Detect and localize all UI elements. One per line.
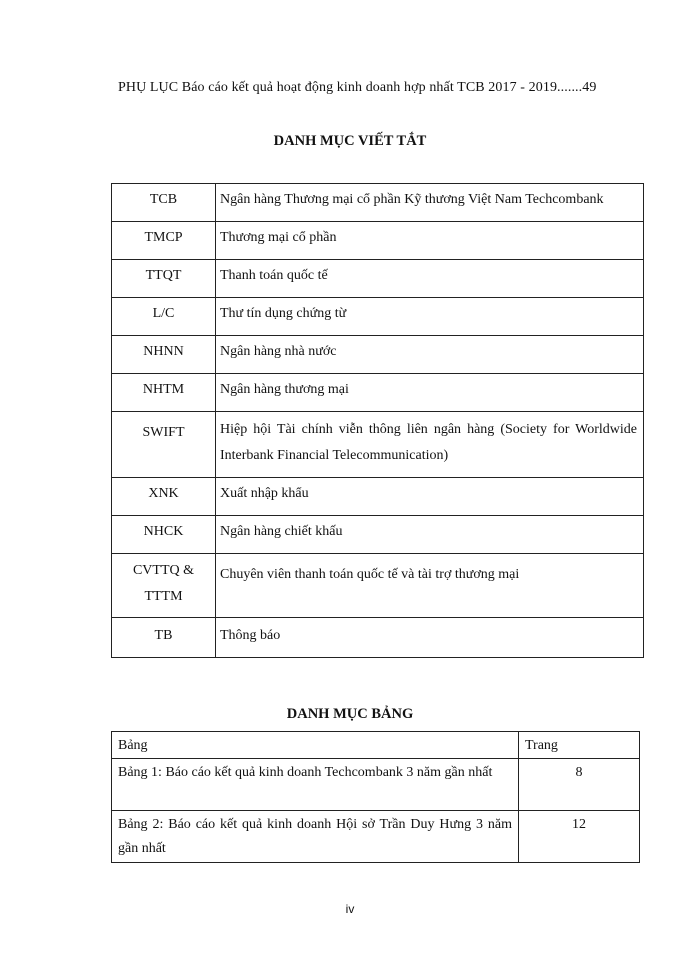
table-title-cell: Bảng 2: Báo cáo kết quả kinh doanh Hội sở Trần Duy Hưng 3 năm gần nhất [112,811,519,863]
description-cell: Thanh toán quốc tế [216,260,644,298]
description-cell: Chuyên viên thanh toán quốc tế và tài trợ thương mại [216,554,644,618]
abbreviation-cell: L/C [112,298,216,336]
abbreviation-cell: TTQT [112,260,216,298]
abbreviation-cell: NHTM [112,374,216,412]
description-cell: Ngân hàng thương mại [216,374,644,412]
table-row [112,222,644,260]
table-row [112,478,644,516]
page-number-cell: 12 [519,811,640,863]
table-row [112,184,644,222]
table-row [112,516,644,554]
tables-list-table [111,731,640,863]
page-number: iv [345,902,355,916]
table-row [112,260,644,298]
description-cell: Hiệp hội Tài chính viễn thông liên ngân hàng (Society for Worldwide Interbank Financial Telecommunication) [216,412,644,478]
table-row [112,811,640,863]
tables-list-heading: DANH MỤC BẢNG [286,706,414,722]
abbreviation-cell: CVTTQ & TTTM [112,554,216,618]
table-row [112,618,644,658]
abbreviation-cell: TCB [112,184,216,222]
table-row [112,336,644,374]
table-title-cell: Bảng 1: Báo cáo kết quả kinh doanh Techcombank 3 năm gần nhất [112,759,519,811]
description-cell: Ngân hàng nhà nước [216,336,644,374]
abbreviation-cell: SWIFT [112,412,216,478]
abbreviations-table [111,183,644,658]
description-cell: Xuất nhập khẩu [216,478,644,516]
abbreviation-cell: TMCP [112,222,216,260]
abbreviation-cell: NHNN [112,336,216,374]
table-header-row [112,732,640,759]
toc-entry-appendix: PHỤ LỤC Báo cáo kết quả hoạt động kinh doanh hợp nhất TCB 2017 - 2019.......49 [118,80,597,95]
abbreviations-heading: DANH MỤC VIẾT TẮT [273,133,427,149]
description-cell: Ngân hàng Thương mại cổ phần Kỹ thương Việt Nam Techcombank [216,184,644,222]
table-row [112,759,640,811]
description-cell: Thông báo [216,618,644,658]
description-cell: Thương mại cổ phần [216,222,644,260]
abbreviation-cell: XNK [112,478,216,516]
description-cell: Thư tín dụng chứng từ [216,298,644,336]
description-cell: Ngân hàng chiết khấu [216,516,644,554]
column-header-table: Bảng [112,732,519,759]
table-row [112,298,644,336]
table-row [112,374,644,412]
page-number-cell: 8 [519,759,640,811]
column-header-page: Trang [519,732,640,759]
abbreviation-cell: NHCK [112,516,216,554]
table-row [112,554,644,618]
abbreviation-cell: TB [112,618,216,658]
table-row [112,412,644,478]
